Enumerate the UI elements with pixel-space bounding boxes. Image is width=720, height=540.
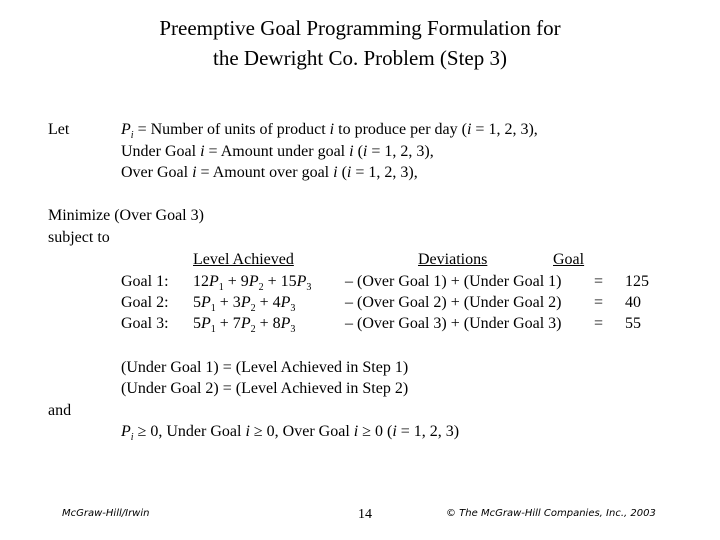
goal-3-deviations: – (Over Goal 3) + (Under Goal 3) bbox=[345, 315, 562, 332]
step2-constraint: (Under Goal 2) = (Level Achieved in Step 2) bbox=[121, 380, 409, 397]
definition-under-goal: Under Goal i = Amount under goal i (i = 1, 2, 3), bbox=[121, 143, 434, 160]
goal-2-deviations: – (Over Goal 2) + (Under Goal 2) bbox=[345, 294, 562, 311]
slide-title-line-1: Preemptive Goal Programming Formulation for bbox=[159, 16, 561, 40]
let-label: Let bbox=[48, 121, 70, 138]
step1-constraint: (Under Goal 1) = (Level Achieved in Step 1) bbox=[121, 359, 409, 376]
goal-3-equals: = bbox=[594, 315, 604, 332]
goal-3-level-expression: $5P_1 + 7P_2 + 8P_3$ bbox=[193, 315, 296, 335]
goal-1-target: 125 bbox=[625, 273, 649, 290]
and-label: and bbox=[48, 402, 72, 419]
slide-title-line-2: the Dewright Co. Problem (Step 3) bbox=[213, 46, 507, 70]
goal-1-equals: = bbox=[594, 273, 604, 290]
nonnegativity-constraint: $P_i \ge 0$, Under Goal i ≥ 0, Over Goal i ≥ 0 (i = 1, 2, 3) bbox=[121, 423, 460, 443]
goal-1-deviations: – (Over Goal 1) + (Under Goal 1) bbox=[345, 273, 562, 290]
objective-minimize: Minimize (Over Goal 3) bbox=[48, 207, 204, 224]
goal-2-equals: = bbox=[594, 294, 604, 311]
goal-1-label: Goal 1: bbox=[121, 273, 169, 290]
goal-2-target: 40 bbox=[625, 294, 641, 311]
header-level-achieved: Level Achieved bbox=[193, 251, 294, 268]
goal-2-level-expression: $5P_1 + 3P_2 + 4P_3$ bbox=[193, 294, 296, 314]
goal-3-label: Goal 3: bbox=[121, 315, 169, 332]
footer-publisher: McGraw-Hill/Irwin bbox=[62, 508, 150, 519]
goal-2-label: Goal 2: bbox=[121, 294, 169, 311]
header-goal: Goal bbox=[553, 251, 585, 268]
header-deviations: Deviations bbox=[418, 251, 488, 268]
definition-over-goal: Over Goal i = Amount over goal i (i = 1, 2, 3), bbox=[121, 164, 418, 181]
page-number: 14 bbox=[358, 507, 372, 522]
goal-3-target: 55 bbox=[625, 315, 641, 332]
definition-product-units: $P_i$ = Number of units of product i to produce per day (i = 1, 2, 3), bbox=[121, 121, 538, 141]
footer-copyright: © The McGraw-Hill Companies, Inc., 2003 bbox=[446, 508, 656, 519]
goal-1-level-expression: $12P_1 + 9P_2 + 15P_3$ bbox=[193, 273, 312, 293]
subject-to-label: subject to bbox=[48, 229, 110, 246]
